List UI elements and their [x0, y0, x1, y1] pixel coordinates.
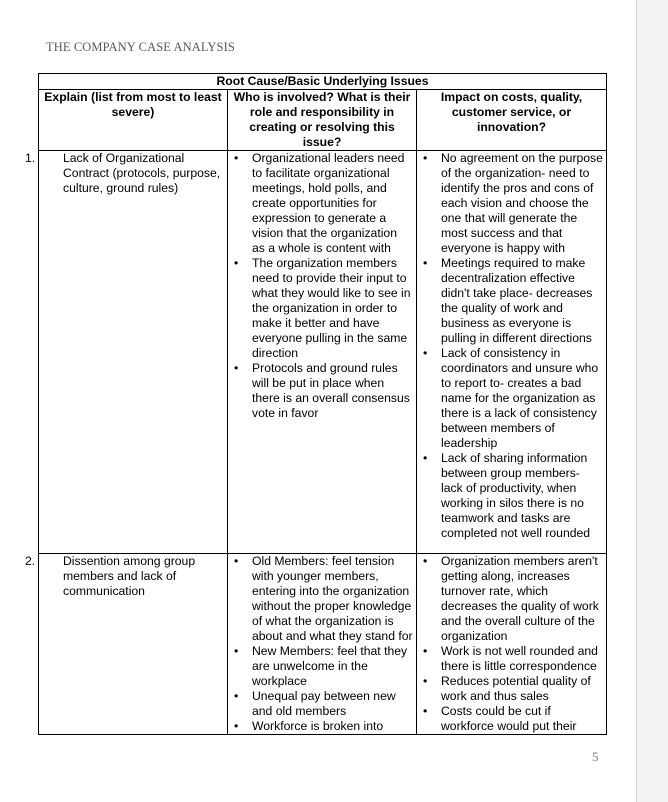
issue-number: 1.: [25, 151, 36, 165]
list-item: • No agreement on the purpose of the organization- need to identify the pros and cons of each vision and choose the one that will generate the most success and that everyone is happy with: [420, 151, 603, 256]
root-cause-table: [25, 73, 607, 735]
list-item: • Organization members aren't getting along, increases turnover rate, which decreases the quality of work and the overall culture of the organization: [420, 554, 603, 644]
list-item: • Workforce is broken into: [231, 719, 413, 734]
list-item: • Lack of sharing information between group members- lack of productivity, when working in silos there is no teamwork and tasks are completed not well rounded: [420, 451, 603, 541]
column-header-impact: Impact on costs, quality, customer service, or innovation?: [417, 90, 607, 151]
column-header-who: Who is involved? What is their role and responsibility in creating or resolving this issue?: [228, 90, 417, 151]
issue-text: Dissention among group members and lack of communication: [63, 554, 196, 598]
table-row: [39, 151, 607, 554]
list-item: • Unequal pay between new and old members: [231, 689, 413, 719]
table-title: Root Cause/Basic Underlying Issues: [39, 74, 607, 90]
window-gutter: [637, 0, 668, 802]
impact-cell: [417, 554, 607, 735]
list-item: • The organization members need to provide their input to what they would like to see in the organization in order to make it better and have everyone pulling in the same direction: [231, 256, 413, 361]
list-item: • Work is not well rounded and there is little correspondence: [420, 644, 603, 674]
list-item: • Lack of consistency in coordinators and unsure who to report to- creates a bad name for the organization as there is a lack of consistency between members of leadership: [420, 346, 603, 451]
list-item: • Meetings required to make decentralization effective didn't take place- decreases the quality of work and business as everyone is pulling in different directions: [420, 256, 603, 346]
who-cell: [228, 151, 417, 554]
issue-text: Lack of Organizational Contract (protocols, purpose, culture, ground rules): [63, 151, 221, 195]
running-header: THE COMPANY CASE ANALYSIS: [46, 40, 235, 54]
list-item: • Organizational leaders need to facilitate organizational meetings, hold polls, and create opportunities for expression to generate a vision that the organization as a whole is content with: [231, 151, 413, 256]
list-item: • New Members: feel that they are unwelcome in the workplace: [231, 644, 413, 689]
impact-cell: [417, 151, 607, 554]
list-item: • Reduces potential quality of work and thus sales: [420, 674, 603, 704]
list-item: • Old Members: feel tension with younger members, entering into the organization without the proper knowledge of what the organization is about and what they stand for: [231, 554, 413, 644]
list-item: • Protocols and ground rules will be put in place when there is an overall consensus vote in favor: [231, 361, 413, 421]
issue-number: 2.: [25, 554, 36, 568]
page-number: 5: [592, 749, 599, 764]
column-header-explain: Explain (list from most to least severe): [39, 90, 228, 151]
issue-cell: [25, 151, 228, 554]
issue-cell: [25, 554, 228, 735]
list-item: • Costs could be cut if workforce would put their: [420, 704, 603, 734]
table-row: [39, 554, 607, 735]
who-cell: [228, 554, 417, 735]
